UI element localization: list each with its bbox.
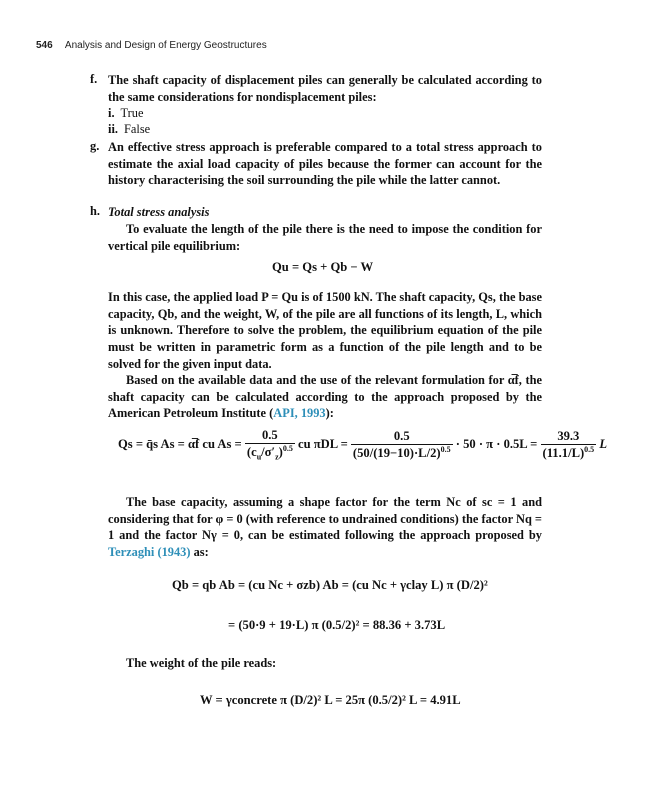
equation-shaft-capacity <box>118 428 607 462</box>
running-header <box>36 40 267 51</box>
paragraph-base-capacity <box>108 494 542 561</box>
option-label: i. <box>108 106 115 120</box>
eq-tail: L <box>599 436 608 451</box>
eq-mid: cu πDL = <box>297 436 348 451</box>
fraction <box>351 429 453 461</box>
citation-api[interactable]: API, 1993 <box>273 406 326 421</box>
denominator: $(c_u/\sigma'_z)^{0.5}$ <box>246 444 293 462</box>
equation-equilibrium: Qu = Qs + Qb − W <box>272 260 374 274</box>
option-text: True <box>120 106 144 120</box>
running-title: Analysis and Design of Energy Geostructures <box>64 40 267 51</box>
item-g-label: g. <box>90 139 100 153</box>
item-g-text: An effective stress approach is preferable compared to a total stress approach to estimate the axial load capacity of piles because the former can account for the history characterising the soil surrounding the pile while the latter cannot. <box>108 140 542 188</box>
den-num: 50 <box>357 445 370 460</box>
eq-lhs: Qs = q̄s As = α̅f cu As = <box>118 436 242 451</box>
item-f-text: The shaft capacity of displacement piles can generally be calculated according to the same considerations for nondisplacement piles: <box>108 73 542 104</box>
page-number: 546 <box>36 40 53 51</box>
equation-weight: W = γconcrete π (D/2)² L = 25π (0.5/2)² L = 4.91L <box>200 693 461 707</box>
text: as: <box>190 545 209 560</box>
numerator: 0.5 <box>351 429 453 445</box>
fraction <box>541 429 597 461</box>
paragraph-applied-load: In this case, the applied load P = Qu is of 1500 kN. The shaft capacity, Qs, the base capacity, Qb, and the weight, W, of the pile are all functions of its length, L, which is unknown. Therefore to solve the problem, the equilibrium equation of the pile must be written in parametric form as a function of the pile length and to be solved for the given input data. <box>108 290 542 371</box>
den-den: (19−10)·L/2 <box>373 445 437 460</box>
item-h-label: h. <box>90 204 100 218</box>
denominator: $(50/(19-10)\cdot L/2)^{0.5}$ <box>352 444 451 460</box>
equation-base-capacity-value: = (50·9 + 19·L) π (0.5/2)² = 88.36 + 3.73L <box>228 618 446 632</box>
paragraph-shaft-capacity <box>108 372 542 422</box>
option-label: ii. <box>108 122 118 136</box>
fraction <box>245 428 295 462</box>
denominator: $(11.1/L)^{0.5}$ <box>542 444 595 460</box>
equation-base-capacity: Qb = qb Ab = (cu Nc + σzb) Ab = (cu Nc + γclay L) π (D/2)² <box>172 578 488 592</box>
den-den: L <box>571 445 580 460</box>
text: The base capacity, assuming a shape factor for the term Nc of sc = 1 and considering that for φ = 0 (with reference to undrained conditions) the factor Nq = 1 and the factor Nγ = 0, can be estimated following the approach proposed by <box>108 495 542 543</box>
numerator: 39.3 <box>541 429 597 445</box>
paragraph-equilibrium: To evaluate the length of the pile there is the need to impose the condition for vertical pile equilibrium: <box>108 222 542 253</box>
paragraph-weight: The weight of the pile reads: <box>126 656 277 670</box>
text: Based on the available data and the use of the relevant formulation for α̅f, the shaft capacity can be calculated according to the approach proposed by the American Petroleum Institute ( <box>108 373 542 421</box>
text: ): <box>325 406 334 421</box>
item-f-label: f. <box>90 72 98 86</box>
section-heading: Total stress analysis <box>108 205 210 219</box>
option-text: False <box>123 122 151 136</box>
numerator: 0.5 <box>245 428 295 444</box>
eq-mid: · 50 · π · 0.5L = <box>455 436 538 451</box>
exponent: 0.5 <box>584 444 595 454</box>
citation-terzaghi[interactable]: Terzaghi (1943) <box>108 545 191 560</box>
option-true <box>108 106 144 121</box>
den-num: 11.1 <box>546 445 569 460</box>
option-false <box>108 122 150 137</box>
